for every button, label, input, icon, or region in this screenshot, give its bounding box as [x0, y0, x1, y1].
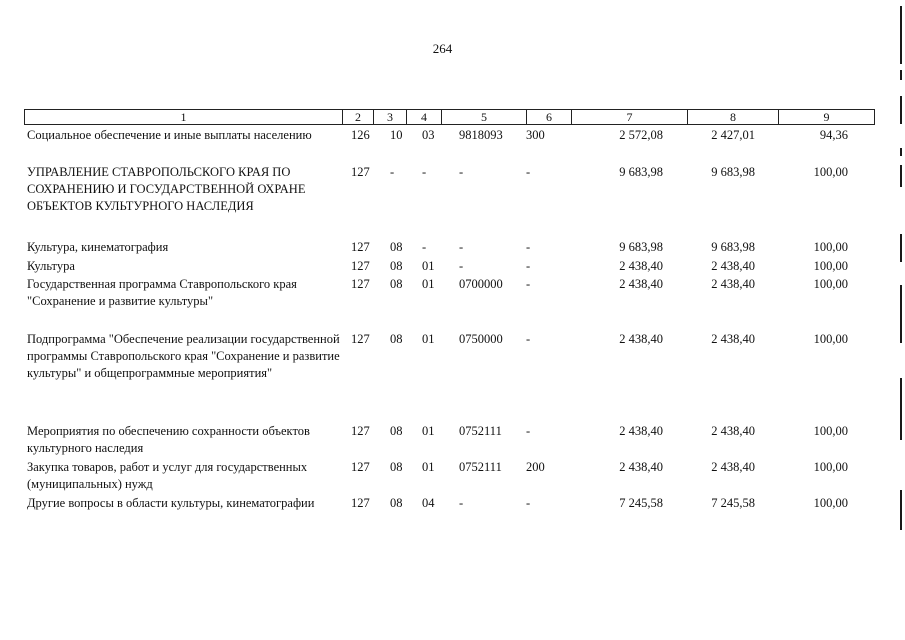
- row-amount-executed: 9 683,98: [711, 165, 755, 179]
- edge-mark: [900, 378, 902, 440]
- header-cell: 1: [24, 109, 342, 125]
- row-name: Культура: [27, 259, 75, 273]
- row-code-section: 08: [390, 332, 403, 346]
- row-code-subsection: 01: [422, 460, 435, 474]
- row-code-ministry: 127: [351, 460, 370, 474]
- row-amount-executed: 2 438,40: [711, 424, 755, 438]
- row-code-expense-type: 300: [526, 128, 545, 142]
- row-code-section: 08: [390, 259, 403, 273]
- edge-mark: [900, 96, 902, 124]
- row-code-section: 08: [390, 277, 403, 291]
- row-name: Подпрограмма "Обеспечение реализации государственной программы Ставропольского края "Сохранение и развитие культуры" и общепрограммные мероприятия": [27, 332, 340, 380]
- row-code-expense-type: -: [526, 165, 531, 179]
- row-code-target: -: [459, 240, 464, 254]
- edge-mark: [900, 148, 902, 156]
- row-code-ministry: 127: [351, 259, 370, 273]
- row-code-subsection: -: [422, 165, 427, 179]
- edge-mark: [900, 70, 902, 80]
- row-percent: 100,00: [813, 165, 848, 179]
- row-code-target: -: [459, 165, 464, 179]
- row-code-section: -: [390, 165, 395, 179]
- row-name: Социальное обеспечение и иные выплаты населению: [27, 128, 312, 142]
- row-amount-executed: 2 438,40: [711, 460, 755, 474]
- row-code-subsection: -: [422, 240, 427, 254]
- row-code-expense-type: -: [526, 332, 531, 346]
- row-amount-planned: 2 438,40: [619, 460, 663, 474]
- row-code-ministry: 127: [351, 277, 370, 291]
- header-cell: 6: [526, 109, 571, 125]
- row-code-expense-type: -: [526, 496, 531, 510]
- header-cell: 3: [373, 109, 406, 125]
- row-code-expense-type: -: [526, 277, 531, 291]
- page-number: 264: [432, 41, 453, 56]
- edge-mark: [900, 285, 902, 343]
- row-name: Культура, кинематография: [27, 240, 169, 254]
- row-code-section: 08: [390, 496, 403, 510]
- row-amount-executed: 9 683,98: [711, 240, 755, 254]
- edge-mark: [900, 234, 902, 262]
- row-amount-executed: 2 438,40: [711, 259, 755, 273]
- row-percent: 94,36: [819, 128, 848, 142]
- row-code-expense-type: 200: [526, 460, 545, 474]
- row-code-target: 0752111: [459, 460, 502, 474]
- row-name: Государственная программа Ставропольского края "Сохранение и развитие культуры": [27, 277, 297, 308]
- row-code-target: 0752111: [459, 424, 502, 438]
- header-cell: 5: [441, 109, 526, 125]
- row-percent: 100,00: [813, 424, 848, 438]
- row-amount-planned: 2 438,40: [619, 424, 663, 438]
- row-code-ministry: 127: [351, 332, 370, 346]
- row-percent: 100,00: [813, 496, 848, 510]
- row-name: Мероприятия по обеспечению сохранности объектов культурного наследия: [27, 424, 310, 455]
- row-amount-executed: 7 245,58: [711, 496, 755, 510]
- row-amount-planned: 7 245,58: [619, 496, 663, 510]
- row-code-expense-type: -: [526, 259, 531, 273]
- edge-mark: [900, 6, 902, 64]
- row-amount-planned: 9 683,98: [619, 165, 663, 179]
- row-amount-planned: 2 438,40: [619, 277, 663, 291]
- row-code-subsection: 03: [422, 128, 435, 142]
- row-name: Другие вопросы в области культуры, кинематографии: [27, 496, 315, 510]
- row-percent: 100,00: [813, 332, 848, 346]
- row-code-expense-type: -: [526, 424, 531, 438]
- row-code-ministry: 127: [351, 240, 370, 254]
- row-amount-executed: 2 438,40: [711, 277, 755, 291]
- edge-mark: [900, 165, 902, 187]
- row-percent: 100,00: [813, 240, 848, 254]
- row-amount-planned: 2 438,40: [619, 332, 663, 346]
- edge-mark: [900, 490, 902, 530]
- row-code-ministry: 126: [351, 128, 370, 142]
- row-percent: 100,00: [813, 259, 848, 273]
- row-code-ministry: 127: [351, 165, 370, 179]
- row-name: Закупка товаров, работ и услуг для государственных (муниципальных) нужд: [27, 460, 308, 491]
- row-code-ministry: 127: [351, 424, 370, 438]
- row-code-section: 08: [390, 240, 403, 254]
- header-cell: 9: [778, 109, 875, 125]
- row-code-section: 08: [390, 424, 403, 438]
- header-cell: 2: [342, 109, 373, 125]
- row-code-target: 9818093: [459, 128, 503, 142]
- row-code-section: 10: [390, 128, 403, 142]
- row-code-subsection: 01: [422, 424, 435, 438]
- row-code-target: 0750000: [459, 332, 503, 346]
- row-name: УПРАВЛЕНИЕ СТАВРОПОЛЬСКОГО КРАЯ ПО СОХРАНЕНИЮ И ГОСУДАРСТВЕННОЙ ОХРАНЕ ОБЪЕКТОВ КУЛЬТУРНОГО НАСЛЕДИЯ: [27, 165, 306, 213]
- row-code-target: -: [459, 496, 464, 510]
- row-amount-planned: 2 438,40: [619, 259, 663, 273]
- header-cell: 8: [687, 109, 778, 125]
- row-amount-executed: 2 427,01: [711, 128, 755, 142]
- row-code-target: -: [459, 259, 464, 273]
- row-amount-planned: 2 572,08: [619, 128, 663, 142]
- row-code-subsection: 01: [422, 332, 435, 346]
- row-code-subsection: 01: [422, 277, 435, 291]
- header-cell: 7: [571, 109, 687, 125]
- row-percent: 100,00: [813, 277, 848, 291]
- row-code-expense-type: -: [526, 240, 531, 254]
- row-amount-executed: 2 438,40: [711, 332, 755, 346]
- row-percent: 100,00: [813, 460, 848, 474]
- row-code-section: 08: [390, 460, 403, 474]
- row-code-subsection: 04: [422, 496, 435, 510]
- row-code-ministry: 127: [351, 496, 370, 510]
- header-cell: 4: [406, 109, 441, 125]
- row-code-target: 0700000: [459, 277, 503, 291]
- row-code-subsection: 01: [422, 259, 435, 273]
- row-amount-planned: 9 683,98: [619, 240, 663, 254]
